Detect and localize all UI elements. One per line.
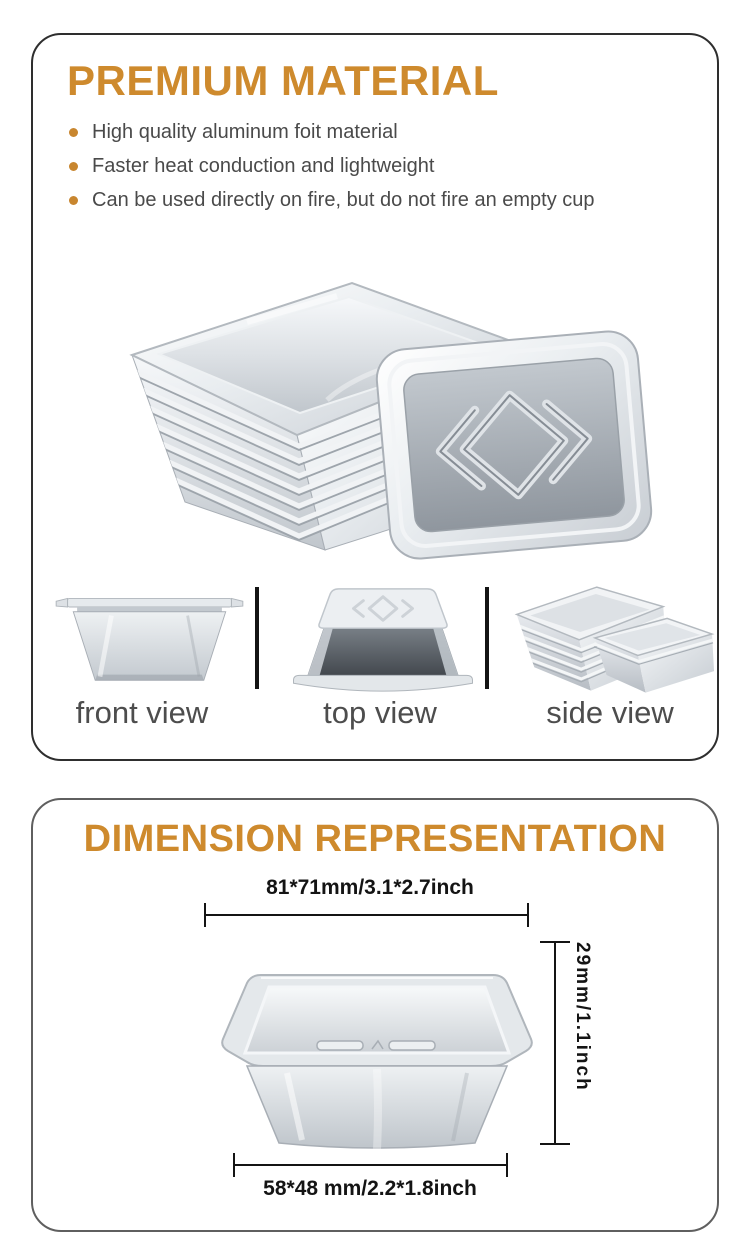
- dimension-title: DIMENSION REPRESENTATION: [83, 818, 667, 860]
- foil-container-stack-illustration: [97, 250, 657, 570]
- top-dimension-label: 81*71mm/3.1*2.7inch: [266, 876, 474, 899]
- side-view-label: side view: [546, 695, 674, 730]
- dimension-tick: [527, 903, 529, 927]
- side-view-image: [505, 569, 715, 699]
- premium-material-section: [31, 33, 719, 761]
- dimension-tick: [506, 1153, 508, 1177]
- feature-bullet-list: [69, 121, 689, 223]
- top-dimension-line: [205, 914, 529, 916]
- side-view-illustration: [505, 569, 715, 699]
- view-divider: [485, 587, 489, 689]
- dimension-tick: [540, 941, 570, 943]
- top-view-illustration: [289, 579, 477, 699]
- bullet-dot-icon: [69, 162, 78, 171]
- height-dimension-label: 29mm/1.1inch: [572, 942, 593, 1092]
- dimension-tick: [540, 1143, 570, 1145]
- premium-material-title: PREMIUM MATERIAL: [67, 57, 499, 104]
- bottom-dimension-label: 58*48 mm/2.2*1.8inch: [263, 1177, 477, 1200]
- bullet-text: Faster heat conduction and lightweight: [92, 155, 435, 177]
- bottom-dimension-line: [234, 1164, 508, 1166]
- product-photo-foil-containers: [97, 250, 657, 570]
- bullet-item: [69, 121, 689, 144]
- bullet-dot-icon: [69, 128, 78, 137]
- top-view-label: top view: [323, 695, 437, 730]
- dimension-product-image: [217, 945, 537, 1152]
- dimension-section: [31, 798, 719, 1232]
- bullet-text: Can be used directly on fire, but do not fire an empty cup: [92, 189, 595, 211]
- view-divider: [255, 587, 259, 689]
- foil-container-illustration: [217, 945, 537, 1152]
- bullet-item: [69, 189, 689, 212]
- front-view-label: front view: [75, 695, 209, 730]
- bullet-dot-icon: [69, 196, 78, 205]
- top-view-image: [289, 579, 477, 699]
- bullet-item: [69, 155, 689, 178]
- front-view-illustration: [52, 587, 247, 687]
- bullet-text: High quality aluminum foit material: [92, 121, 398, 143]
- height-dimension-line: [554, 942, 556, 1144]
- front-view-image: [52, 587, 247, 687]
- dimension-tick: [204, 903, 206, 927]
- dimension-tick: [233, 1153, 235, 1177]
